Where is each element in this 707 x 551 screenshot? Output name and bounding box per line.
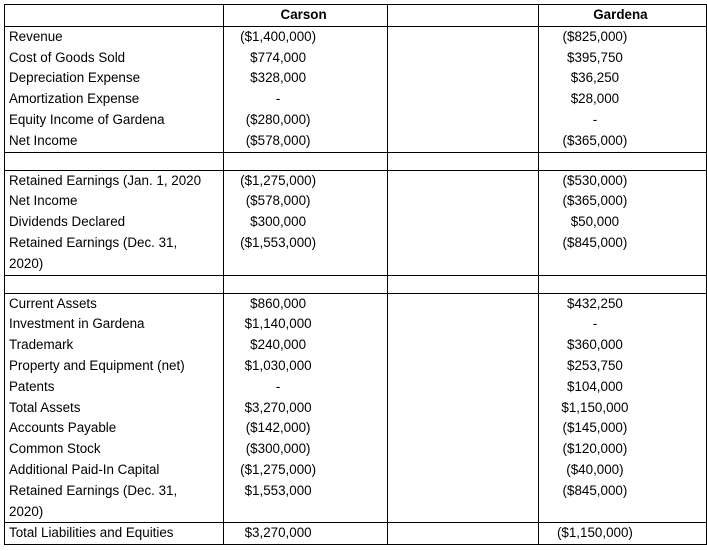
income-carson-values (223, 26, 388, 152)
total-label-text: Total Liabilities and Equities (9, 525, 174, 541)
total-carson-value: $3,270,000 (244, 525, 312, 541)
balance-gardena-value: ($845,000) (562, 482, 628, 498)
balance-label: Total Assets (9, 399, 81, 415)
retained-label-beginning: Retained Earnings (Jan. 1, 2020 (9, 172, 202, 188)
balance-label: Patents (9, 378, 55, 394)
income-label-equity-income: Equity Income of Gardena (9, 111, 165, 127)
income-carson-value: ($1,400,000) (240, 28, 317, 44)
income-gardena-value: ($825,000) (562, 28, 628, 44)
spacer-cell (223, 275, 388, 293)
retained-empty-col (388, 170, 539, 275)
retained-carson-value: $300,000 (250, 214, 307, 230)
retained-carson-value: ($578,000) (245, 193, 311, 209)
income-gardena-value: $28,000 (570, 91, 620, 107)
spacer-cell (538, 275, 706, 293)
retained-label-dividends: Dividends Declared (9, 214, 126, 230)
spacer-cell (5, 275, 224, 293)
income-label-cogs: Cost of Goods Sold (9, 49, 126, 65)
header-carson: Carson (223, 5, 388, 27)
balance-sheet-section (5, 293, 707, 523)
balance-label: Accounts Payable (9, 420, 117, 436)
retained-gardena-value: ($530,000) (562, 172, 628, 188)
balance-carson-value: $1,140,000 (244, 316, 312, 332)
balance-label: Trademark (9, 337, 74, 353)
balance-gardena-value: $104,000 (567, 378, 623, 394)
total-row (5, 523, 707, 545)
balance-labels (5, 293, 224, 523)
income-carson-value: - (275, 91, 281, 107)
income-statement-section (5, 26, 707, 152)
retained-gardena-value: ($845,000) (562, 234, 628, 250)
retained-carson-value: ($1,553,000) (240, 234, 317, 250)
balance-carson-value: $1,030,000 (244, 357, 312, 373)
balance-gardena-value: - (592, 316, 598, 332)
balance-carson-value: ($142,000) (245, 420, 311, 436)
balance-label: Retained Earnings (Dec. 31, 2020) (9, 482, 178, 519)
income-carson-value: ($578,000) (245, 132, 311, 148)
income-gardena-value: $395,750 (567, 49, 623, 65)
spacer-row (5, 152, 707, 170)
balance-carson-values (223, 293, 388, 523)
retained-carson-value: ($1,275,000) (240, 172, 317, 188)
spacer-row (5, 275, 707, 293)
retained-label-ending: Retained Earnings (Dec. 31, 2020) (9, 234, 178, 271)
balance-carson-value: $3,270,000 (244, 399, 312, 415)
total-gardena-value: ($1,150,000) (556, 525, 633, 541)
income-gardena-values (538, 26, 706, 152)
income-labels (5, 26, 224, 152)
balance-label: Additional Paid-In Capital (9, 461, 160, 477)
balance-gardena-value: $1,150,000 (561, 399, 629, 415)
balance-empty-col (388, 293, 539, 523)
balance-gardena-value: ($120,000) (562, 441, 628, 457)
total-label (5, 523, 224, 545)
retained-carson-values (223, 170, 388, 275)
balance-carson-value: $240,000 (250, 337, 307, 353)
balance-carson-value: ($1,275,000) (240, 461, 317, 477)
income-carson-value: $328,000 (250, 70, 307, 86)
balance-carson-value: $860,000 (250, 295, 307, 311)
balance-label: Investment in Gardena (9, 316, 145, 332)
balance-label: Common Stock (9, 441, 101, 457)
total-gardena (538, 523, 706, 545)
balance-gardena-values (538, 293, 706, 523)
retained-label-net-income: Net Income (9, 193, 78, 209)
balance-gardena-value: $253,750 (567, 357, 623, 373)
header-label-cell (5, 5, 224, 27)
spacer-cell (388, 275, 539, 293)
income-label-depreciation: Depreciation Expense (9, 70, 141, 86)
income-carson-value: $774,000 (250, 49, 307, 65)
balance-label: Property and Equipment (net) (9, 357, 185, 373)
balance-label: Current Assets (9, 295, 97, 311)
income-carson-value: ($280,000) (245, 111, 311, 127)
header-row (5, 5, 707, 27)
total-empty-col (388, 523, 539, 545)
spacer-cell (223, 152, 388, 170)
balance-gardena-value: $360,000 (567, 337, 623, 353)
balance-carson-value: ($300,000) (245, 441, 311, 457)
retained-gardena-value: $50,000 (570, 214, 620, 230)
header-gardena: Gardena (538, 5, 706, 27)
income-label-net-income: Net Income (9, 132, 78, 148)
income-label-revenue: Revenue (9, 28, 63, 44)
income-gardena-value: $36,250 (570, 70, 620, 86)
income-gardena-value: - (592, 111, 598, 127)
total-carson (223, 523, 388, 545)
retained-earnings-section (5, 170, 707, 275)
retained-gardena-value: ($365,000) (562, 193, 628, 209)
income-gardena-value: ($365,000) (562, 132, 628, 148)
balance-carson-value: - (275, 378, 281, 394)
header-empty (388, 5, 539, 27)
retained-labels (5, 170, 224, 275)
balance-gardena-value: $432,250 (567, 295, 623, 311)
balance-gardena-value: ($40,000) (566, 461, 624, 477)
income-empty-col (388, 26, 539, 152)
retained-gardena-values (538, 170, 706, 275)
spacer-cell (388, 152, 539, 170)
financial-statement-table (4, 4, 707, 545)
balance-carson-value: $1,553,000 (244, 482, 312, 498)
income-label-amortization: Amortization Expense (9, 91, 140, 107)
spacer-cell (538, 152, 706, 170)
balance-gardena-value: ($145,000) (562, 420, 628, 436)
spacer-cell (5, 152, 224, 170)
